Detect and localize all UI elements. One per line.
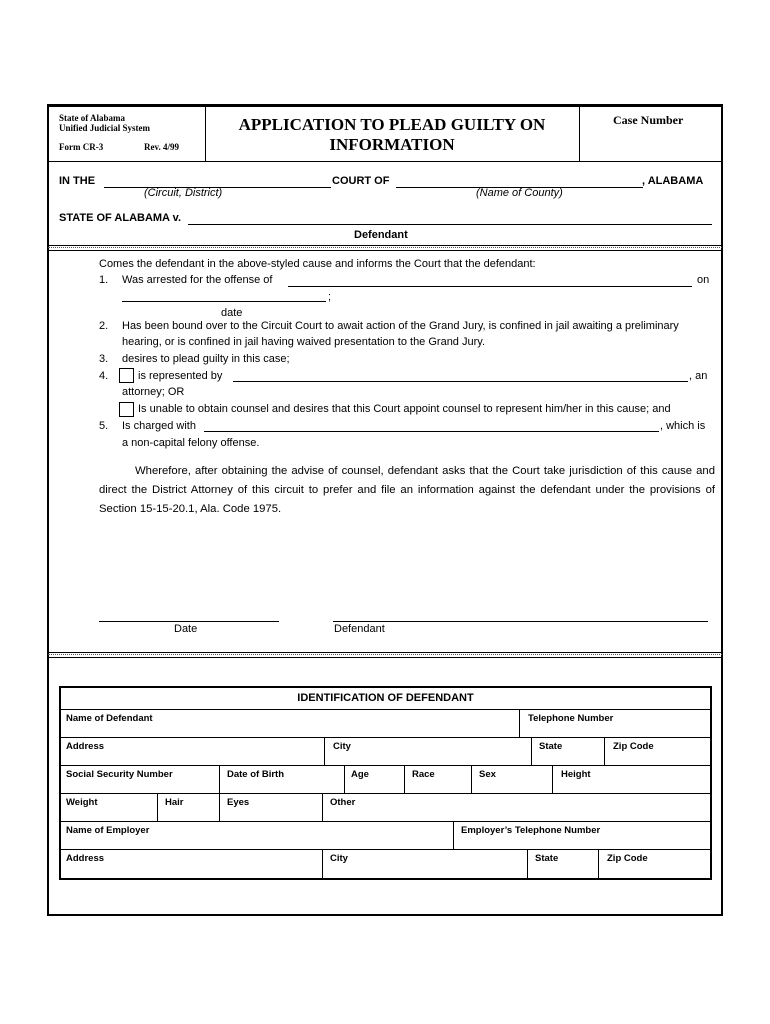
circuit-district-hint: (Circuit, District) bbox=[144, 187, 223, 199]
item1-text: Was arrested for the offense of bbox=[122, 274, 273, 286]
header-top-line bbox=[47, 104, 723, 105]
other-label: Other bbox=[330, 797, 356, 808]
attorney-field[interactable] bbox=[233, 381, 688, 382]
id-divider bbox=[519, 709, 520, 737]
arrest-date-field[interactable] bbox=[122, 301, 326, 302]
form-title-line1: APPLICATION TO PLEAD GUILTY ON bbox=[238, 115, 546, 134]
race-label: Race bbox=[412, 769, 435, 780]
signature-defendant-label: Defendant bbox=[334, 623, 385, 635]
height-label: Height bbox=[561, 769, 591, 780]
eyes-label: Eyes bbox=[227, 797, 250, 808]
id-divider bbox=[598, 849, 599, 878]
item1-date-hint: date bbox=[221, 307, 243, 319]
item4-text-a: is represented by bbox=[138, 370, 223, 382]
header-state: State of Alabama bbox=[59, 113, 125, 123]
section-separator-dotted bbox=[48, 247, 722, 248]
name-of-defendant-label: Name of Defendant bbox=[66, 713, 153, 724]
item4-number: 4. bbox=[99, 370, 109, 382]
address-label: Address bbox=[66, 741, 105, 752]
in-the-label: IN THE bbox=[59, 175, 96, 187]
court-of-label: COURT OF bbox=[332, 175, 390, 187]
dob-label: Date of Birth bbox=[227, 769, 284, 780]
id-divider bbox=[322, 849, 323, 878]
id-divider bbox=[531, 737, 532, 765]
employer-address-label: Address bbox=[66, 853, 105, 864]
state-v-label: STATE OF ALABAMA v. bbox=[59, 212, 182, 224]
id-divider bbox=[322, 793, 323, 821]
sex-label: Sex bbox=[479, 769, 496, 780]
employer-label: Name of Employer bbox=[66, 825, 150, 836]
employer-city-label: City bbox=[330, 853, 348, 864]
id-divider bbox=[453, 821, 454, 849]
alabama-label: , ALABAMA bbox=[642, 175, 704, 187]
id-divider bbox=[471, 765, 472, 793]
header-system: Unified Judicial System bbox=[59, 123, 151, 133]
wherefore-paragraph: Wherefore, after obtaining the advise of counsel, defendant asks that the Court take jurisdiction of this cause and direct the District Attorney of this circuit to prefer and file an information against the defendant under the provisions of Section 15-15-20.1, Ala. Code 1975. bbox=[99, 465, 715, 515]
item5-which: , which is bbox=[660, 420, 706, 432]
defendant-name-field[interactable] bbox=[188, 224, 712, 225]
id-separator-dotted bbox=[48, 654, 722, 655]
item4-text-c: Is unable to obtain counsel and desires that this Court appoint counsel to represent him/her in this cause; and bbox=[138, 403, 671, 415]
id-divider bbox=[324, 737, 325, 765]
offense-field[interactable] bbox=[288, 286, 692, 287]
employer-zip-label: Zip Code bbox=[607, 853, 648, 864]
employer-phone-label: Employer’s Telephone Number bbox=[461, 825, 601, 836]
id-divider bbox=[219, 765, 220, 793]
hair-label: Hair bbox=[165, 797, 184, 808]
id-separator-bottom bbox=[48, 657, 722, 658]
intro-text: Comes the defendant in the above-styled cause and informs the Court that the defendant: bbox=[99, 258, 536, 270]
item1-semicolon: ; bbox=[328, 291, 332, 303]
id-divider bbox=[404, 765, 405, 793]
id-divider bbox=[527, 849, 528, 878]
header-divider-right bbox=[579, 106, 580, 161]
telephone-number-label: Telephone Number bbox=[528, 713, 614, 724]
header-revision: Rev. 4/99 bbox=[144, 142, 179, 152]
item5-text-a: Is charged with bbox=[122, 420, 196, 432]
item5-number: 5. bbox=[99, 420, 109, 432]
id-row-line-2 bbox=[60, 737, 711, 738]
age-label: Age bbox=[351, 769, 369, 780]
id-divider bbox=[344, 765, 345, 793]
item4-text-b: attorney; OR bbox=[122, 386, 185, 398]
signature-date-field[interactable] bbox=[99, 621, 279, 622]
id-row-line-3 bbox=[60, 765, 711, 766]
item4-an: , an bbox=[689, 370, 708, 382]
item2-number: 2. bbox=[99, 320, 109, 332]
id-row-line-1 bbox=[60, 709, 711, 710]
id-divider bbox=[157, 793, 158, 821]
item2-text-a: Has been bound over to the Circuit Court to await action of the Grand Jury, is confined in jail awaiting a preliminary bbox=[122, 320, 679, 332]
identification-title: IDENTIFICATION OF DEFENDANT bbox=[297, 692, 474, 704]
identification-box bbox=[59, 686, 712, 880]
employer-state-label: State bbox=[535, 853, 559, 864]
id-divider bbox=[219, 793, 220, 821]
represented-checkbox[interactable] bbox=[119, 368, 134, 383]
id-row-line-6 bbox=[60, 849, 711, 850]
item3-number: 3. bbox=[99, 353, 109, 365]
item2-text-b: hearing, or is confined in jail having waived presentation to the Grand Jury. bbox=[122, 336, 486, 348]
header-bottom-line bbox=[48, 161, 722, 162]
id-divider bbox=[552, 765, 553, 793]
header-form-number: Form CR-3 bbox=[59, 142, 104, 152]
section-separator-top bbox=[48, 245, 722, 246]
id-separator-top bbox=[48, 652, 722, 653]
city-label: City bbox=[333, 741, 351, 752]
state-label: State bbox=[539, 741, 563, 752]
ssn-label: Social Security Number bbox=[66, 769, 173, 780]
id-row-line-5 bbox=[60, 821, 711, 822]
defendant-caption-label: Defendant bbox=[354, 229, 408, 241]
signature-date-label: Date bbox=[174, 623, 198, 635]
zip-code-label: Zip Code bbox=[613, 741, 654, 752]
defendant-signature-field[interactable] bbox=[333, 621, 708, 622]
id-divider bbox=[604, 737, 605, 765]
county-hint: (Name of County) bbox=[476, 187, 563, 199]
form-title-line2: INFORMATION bbox=[329, 135, 455, 154]
item1-on: on bbox=[697, 274, 710, 286]
item5-text-b: a non-capital felony offense. bbox=[122, 437, 260, 449]
section-separator-bottom bbox=[48, 250, 722, 251]
unable-counsel-checkbox[interactable] bbox=[119, 402, 134, 417]
item1-number: 1. bbox=[99, 274, 109, 286]
weight-label: Weight bbox=[66, 797, 98, 808]
item3-text: desires to plead guilty in this case; bbox=[122, 353, 290, 365]
case-number-label: Case Number bbox=[613, 113, 684, 127]
charge-field[interactable] bbox=[204, 431, 659, 432]
